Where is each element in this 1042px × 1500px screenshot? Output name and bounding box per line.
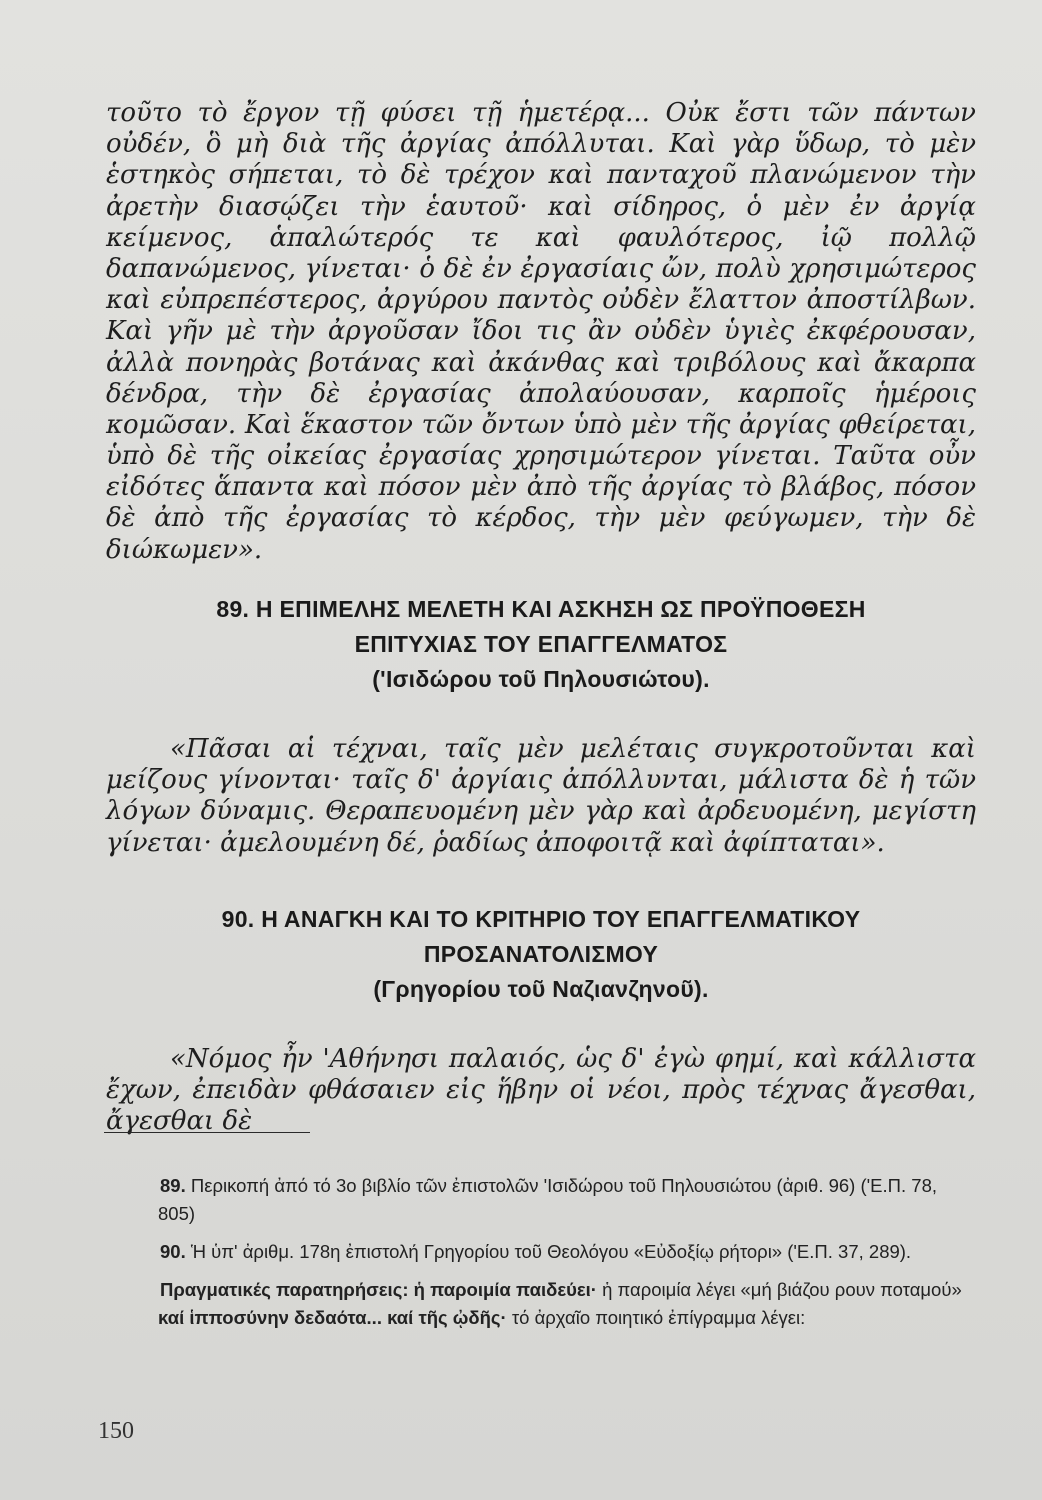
section-90-title-line-2: ΠΡΟΣΑΝΑΤΟΛΙΣΜΟΥ — [423, 941, 659, 967]
footnote-89 — [158, 1172, 970, 1228]
section-89-heading — [106, 592, 976, 697]
section-89-title-line-2: ΕΠΙΤΥΧΙΑΣ ΤΟΥ ΕΠΑΓΓΕΛΜΑΤΟΣ — [354, 631, 728, 657]
quote-continuation-block — [106, 98, 976, 566]
section-89-quote-block — [106, 734, 976, 859]
observations-term-2: καί ἱπποσύνην δεδαότα... καί τῆς ᾠδῆς· — [158, 1307, 507, 1328]
observations-text-2: τό ἀρχαῖο ποιητικό ἐπίγραμμα λέγει: — [511, 1307, 806, 1328]
observations-term-1: ἡ παροιμία παιδεύει· — [413, 1279, 597, 1300]
section-90-title-line-1: 90. Η ΑΝΑΓΚΗ ΚΑΙ ΤΟ ΚΡΙΤΗΡΙΟ ΤΟΥ ΕΠΑΓΓΕΛΜΑΤΙΚΟΥ — [221, 906, 861, 932]
section-90-heading — [106, 902, 976, 1007]
footnotes — [158, 1172, 970, 1342]
section-89-source: ('Ισιδώρου τοῦ Πηλουσιώτου). — [372, 666, 710, 692]
footnote-89-number: 89. — [160, 1175, 186, 1196]
footnote-90-text: Ἡ ὑπ' ἀριθμ. 178η ἐπιστολή Γρηγορίου τοῦ Θεολόγου «Εὐδοξίῳ ρήτορι» ('Ε.Π. 37, 289). — [190, 1241, 912, 1262]
footnote-90 — [158, 1238, 970, 1266]
section-90-quote: «Νόμος ἦν 'Αθήνησι παλαιός, ὡς δ' ἐγὼ φημί, καὶ κάλλιστα ἔχων, ἐπειδὰν φθάσαιεν εἰς ἥβην οἱ νέοι, πρὸς τέχνας ἄγεσθαι, ἄγεσθαι δὲ — [106, 1044, 976, 1137]
observations-label: Πραγματικές παρατηρήσεις: — [160, 1279, 409, 1300]
section-89-quote: «Πᾶσαι αἱ τέχναι, ταῖς μὲν μελέταις συγκροτοῦνται καὶ μείζους γίνονται· ταῖς δ' ἀργίαις ἀπόλλυνται, μάλιστα δὲ ἡ τῶν λόγων δύναμις. Θεραπευομένη μὲν γὰρ καὶ ἀρδευομένη, μεγίστη γίνεται· ἀμελουμένη δέ, ῥαδίως ἀποφοιτᾷ καὶ ἀφίπταται». — [106, 734, 976, 858]
observations-text-1: ἡ παροιμία λέγει «μή βιάζου ρουν ποταμού» — [602, 1279, 962, 1300]
observations-note — [158, 1276, 970, 1332]
footnote-89-text: Περικοπή ἀπό τό 3ο βιβλίο τῶν ἐπιστολῶν 'Ισιδώρου τοῦ Πηλουσιώτου (ἀριθ. 96) ('Ε.Π. 78, 805) — [158, 1175, 938, 1224]
section-89-title-line-1: 89. Η ΕΠΙΜΕΛΗΣ ΜΕΛΕΤΗ ΚΑΙ ΑΣΚΗΣΗ ΩΣ ΠΡΟΫΠΟΘΕΣΗ — [216, 596, 866, 622]
footnote-divider — [104, 1132, 310, 1133]
page-number: 150 — [98, 1418, 134, 1444]
footnote-90-number: 90. — [160, 1241, 186, 1262]
section-90-source: (Γρηγορίου τοῦ Ναζιανζηνοῦ). — [373, 976, 709, 1002]
section-90-quote-block — [106, 1044, 976, 1138]
quote-continuation: τοῦτο τὸ ἔργον τῇ φύσει τῇ ἡμετέρᾳ... Οὐκ ἔστι τῶν πάντων οὐδέν, ὃ μὴ διὰ τῆς ἀργίας ἀπόλλυται. Καὶ γὰρ ὕδωρ, τὸ μὲν ἑστηκὸς σήπεται, τὸ δὲ τρέχον καὶ πανταχοῦ πλανώμενον τὴν ἀρετὴν διασῴζει τὴν ἑαυτοῦ· καὶ σίδηρος, ὁ μὲν ἐν ἀργίᾳ κείμενος, ἁπαλώτερός τε καὶ φαυλότερος, ἰῷ πολλῷ δαπανώμενος, γίνεται· ὁ δὲ ἐν ἐργασίαις ὤν, πολὺ χρησιμώτερος καὶ εὐπρεπέστερος, ἀργύρου παντὸς οὐδὲν ἔλαττον ἀποστίλβων. Καὶ γῆν μὲ τὴν ἀργοῦσαν ἴδοι τις ἂν οὐδὲν ὑγιὲς ἐκφέρουσαν, ἀλλὰ πονηρὰς βοτάνας καὶ ἀκάνθας καὶ τριβόλους καὶ ἄκαρπα δένδρα, τὴν δὲ ἐργασίας ἀπολαύουσαν, καρποῖς ἡμέροις κομῶσαν. Καὶ ἕκαστον τῶν ὄντων ὑπὸ μὲν τῆς ἀργίας φθείρεται, ὑπὸ δὲ τῆς οἰκείας ἐργασίας χρησιμώτερον γίνεται. Ταῦτα οὖν εἰδότες ἅπαντα καὶ πόσον μὲν ἀπὸ τῆς ἀργίας τὸ βλάβος, πόσον δὲ ἀπὸ τῆς ἐργασίας τὸ κέρδος, τὴν μὲν φεύγωμεν, τὴν δὲ διώκωμεν». — [106, 98, 976, 565]
